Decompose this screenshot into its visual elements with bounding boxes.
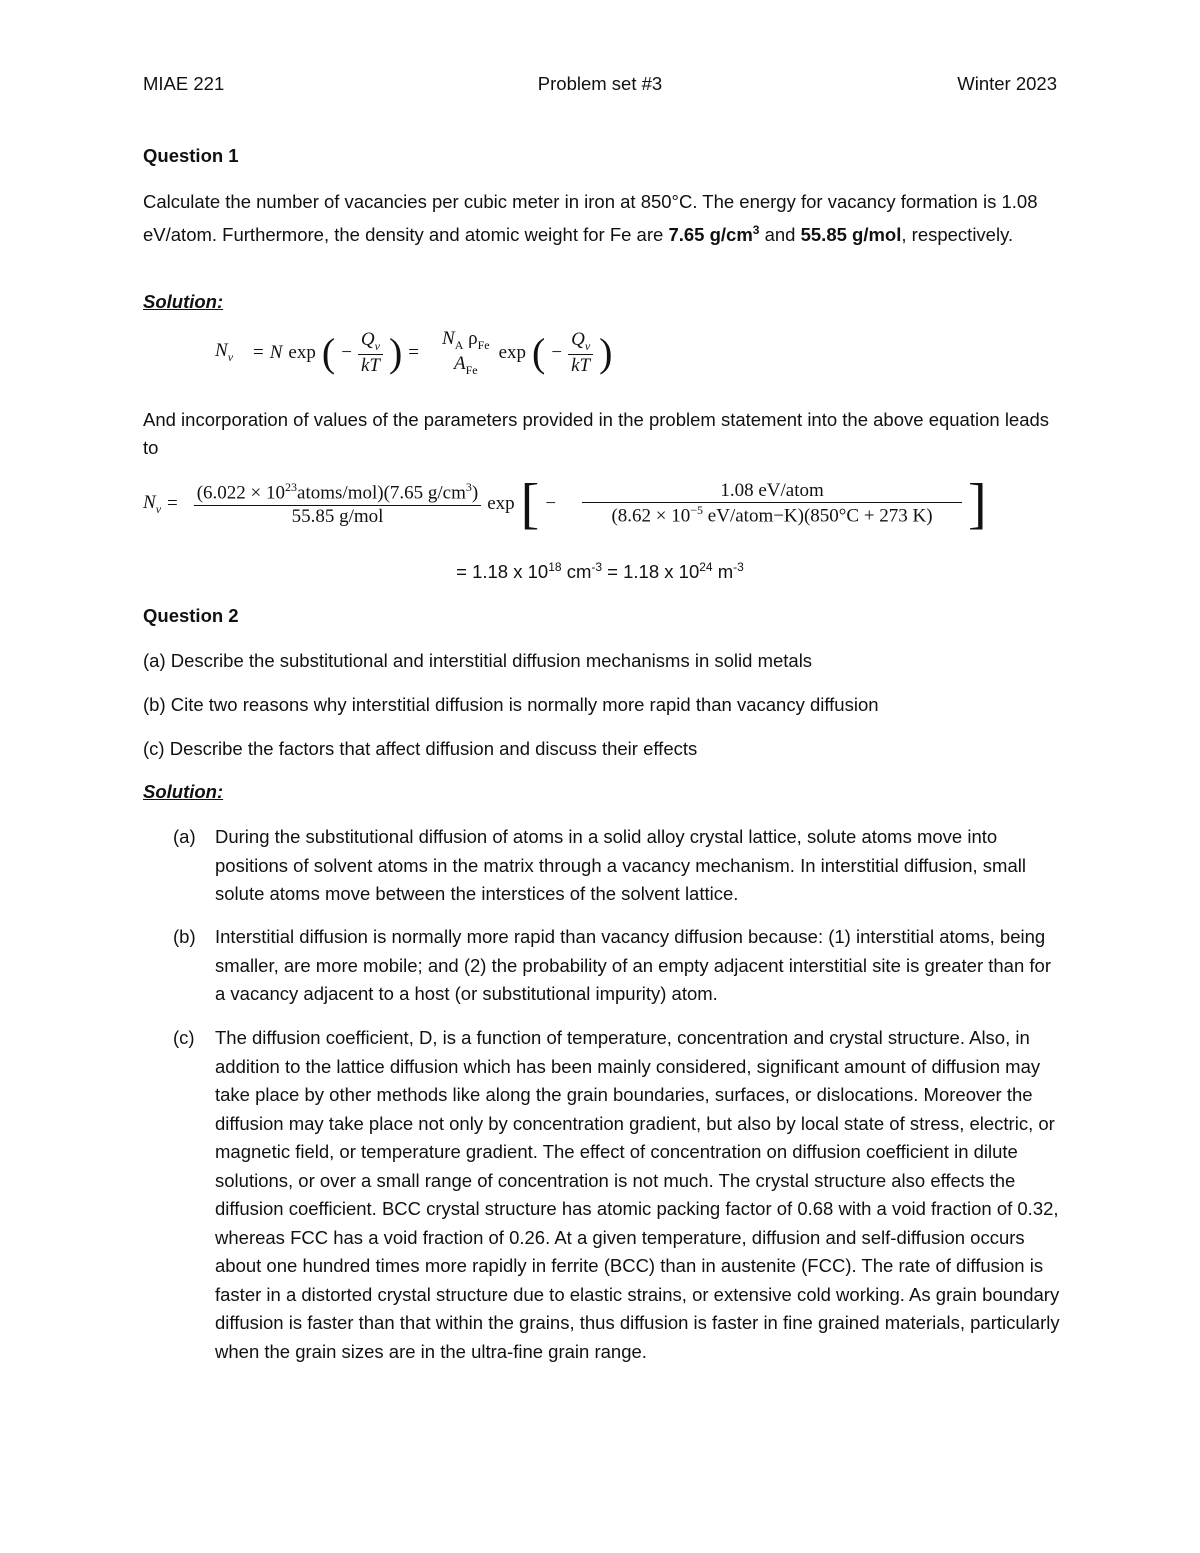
answer-b bbox=[173, 923, 1063, 1009]
eq1-equals: = bbox=[253, 341, 264, 363]
result-line: = 1.18 x $10^{18}$ $cm^{-3} = 1.18$ x $10^{24}$ $m^{-3}$ bbox=[456, 560, 744, 583]
q1-atomic-weight: 55.85 g/mol bbox=[800, 224, 902, 246]
answer-b-text: Interstitial diffusion is normally more rapid than vacancy diffusion because: (1) interstitial atoms, being smaller, are more mobile; and (2) the probability of an empty adjacent interstitial site is greater than for a vacancy adjacent to a host (or substitutional impurity) atom. bbox=[215, 926, 1051, 1004]
eq1-lhs: $N_v$ bbox=[215, 340, 234, 365]
eq1-frac-na-rho: $N_A$ $\rho_{Fe}$ $A_{Fe}$ bbox=[442, 328, 490, 377]
eq1-minus-2: − bbox=[551, 341, 563, 363]
question-1-text bbox=[143, 188, 1058, 249]
answer-c-label: (c) bbox=[173, 1027, 195, 1048]
answer-c bbox=[173, 1024, 1063, 1366]
eq1-paren-open: ( bbox=[321, 329, 336, 375]
answer-b-label: (b) bbox=[173, 926, 196, 947]
question-2-part-b: (b) Cite two reasons why interstitial diffusion is normally more rapid than vacancy diffusion bbox=[143, 694, 879, 715]
numeric-equation bbox=[143, 473, 987, 535]
eq2-frac-main: $\frac{(6.022 \times 10^{23}atoms/mol)(7.65 g/cm^3)}{\text{55.85 g/mol}}$ bbox=[194, 480, 482, 527]
incorporation-text: And incorporation of values of the parameters provided in the problem statement into the above equation leads to bbox=[143, 409, 1050, 458]
question-1-title: Question 1 bbox=[143, 145, 239, 166]
q1-text-part1: Calculate the number of vacancies per cubic meter in iron at 850°C. The energy for vacancy formation is 1.08 eV/atom. Furthermore, the density and atomic weight for Fe are bbox=[143, 191, 1038, 246]
answer-a bbox=[173, 823, 1063, 909]
eq1-minus: − bbox=[341, 341, 352, 363]
eq1-exp: exp bbox=[288, 341, 316, 363]
eq1-equals-2: = bbox=[408, 341, 420, 363]
eq2-equals: = bbox=[167, 493, 178, 514]
header-title: Problem set #3 bbox=[537, 73, 663, 94]
eq2-bracket-open: [ bbox=[520, 473, 540, 535]
question-2-part-c: (c) Describe the factors that affect diffusion and discuss their effects bbox=[143, 738, 698, 759]
eq1-frac-q-kt: $\frac{Q_v}{kT}$ bbox=[358, 329, 383, 377]
q1-density: 7.65 $g/cm^3$ bbox=[668, 223, 760, 246]
eq2-bracket-close: ] bbox=[968, 473, 987, 535]
answer-a-text: During the substitutional diffusion of atoms in a solid alloy crystal lattice, solute atoms move into positions of solvent atoms in the matrix through a vacancy mechanism. In interstitial diffusion, small solute atoms move between the interstices of the solvent lattice. bbox=[215, 826, 1026, 904]
eq1-paren-open-2: ( bbox=[532, 329, 546, 375]
eq1-paren-close-2: ) bbox=[599, 329, 613, 375]
q1-text-end: , respectively. bbox=[901, 224, 1014, 246]
answer-a-label: (a) bbox=[173, 826, 196, 847]
eq2-minus: − bbox=[545, 493, 557, 514]
header-course: MIAE 221 bbox=[143, 73, 225, 94]
question-2-part-a: (a) Describe the substitutional and interstitial diffusion mechanisms in solid metals bbox=[143, 650, 813, 671]
question-2-title: Question 2 bbox=[143, 605, 239, 626]
header-term: Winter 2023 bbox=[957, 73, 1057, 94]
eq1-exp-2: exp bbox=[498, 341, 527, 363]
eq1-paren-close: ) bbox=[388, 329, 403, 375]
q1-and: and bbox=[759, 224, 801, 246]
answer-c-text: The diffusion coefficient, D, is a function of temperature, concentration and crystal structure. Also, in addition to the lattice diffusion which has been mainly considered, significant amount of diffusion may take place by other methods like along the grain boundaries, surfaces, or dislocations. Moreover the diffusion may take place not only by concentration gradient, but also by local state of stress, electric, or magnetic field, or temperature gradient. The effect of concentration on diffusion coefficient in dilute solutions, or over a small range of concentration is not much. The crystal structure also effects the diffusion coefficient. BCC crystal structure has atomic packing factor of 0.68 with a void fraction of 0.32, whereas FCC has a void fraction of 0.26. At a given temperature, diffusion and self-diffusion occurs about one hundred times more rapidly in ferrite (BCC) than in austenite (FCC). The rate of diffusion is faster in a distorted crystal structure due to elastic strains, or extensive cold working. As grain boundary diffusion is faster than that within the grains, thus diffusion is faster in fine grained materials, particularly when the grain sizes are in the ultra-fine grain range. bbox=[215, 1027, 1060, 1362]
eq2-lhs: $N_v$ bbox=[143, 491, 162, 516]
eq2-frac-inner: $\frac{\text{1.08 eV/atom}}{(8.62 \times 10^{-5} eV/atom-K)(850^\circ C + 273 K)}$ bbox=[582, 480, 962, 527]
q1-solution-label: Solution: bbox=[143, 291, 224, 312]
vacancy-equation bbox=[215, 328, 612, 378]
q2-solution-label: Solution: bbox=[143, 781, 224, 802]
eq1-frac-q-kt-2: $\frac{Q_v}{kT}$ bbox=[568, 329, 593, 377]
eq2-exp: exp bbox=[487, 493, 515, 514]
eq1-N: N bbox=[269, 341, 283, 363]
